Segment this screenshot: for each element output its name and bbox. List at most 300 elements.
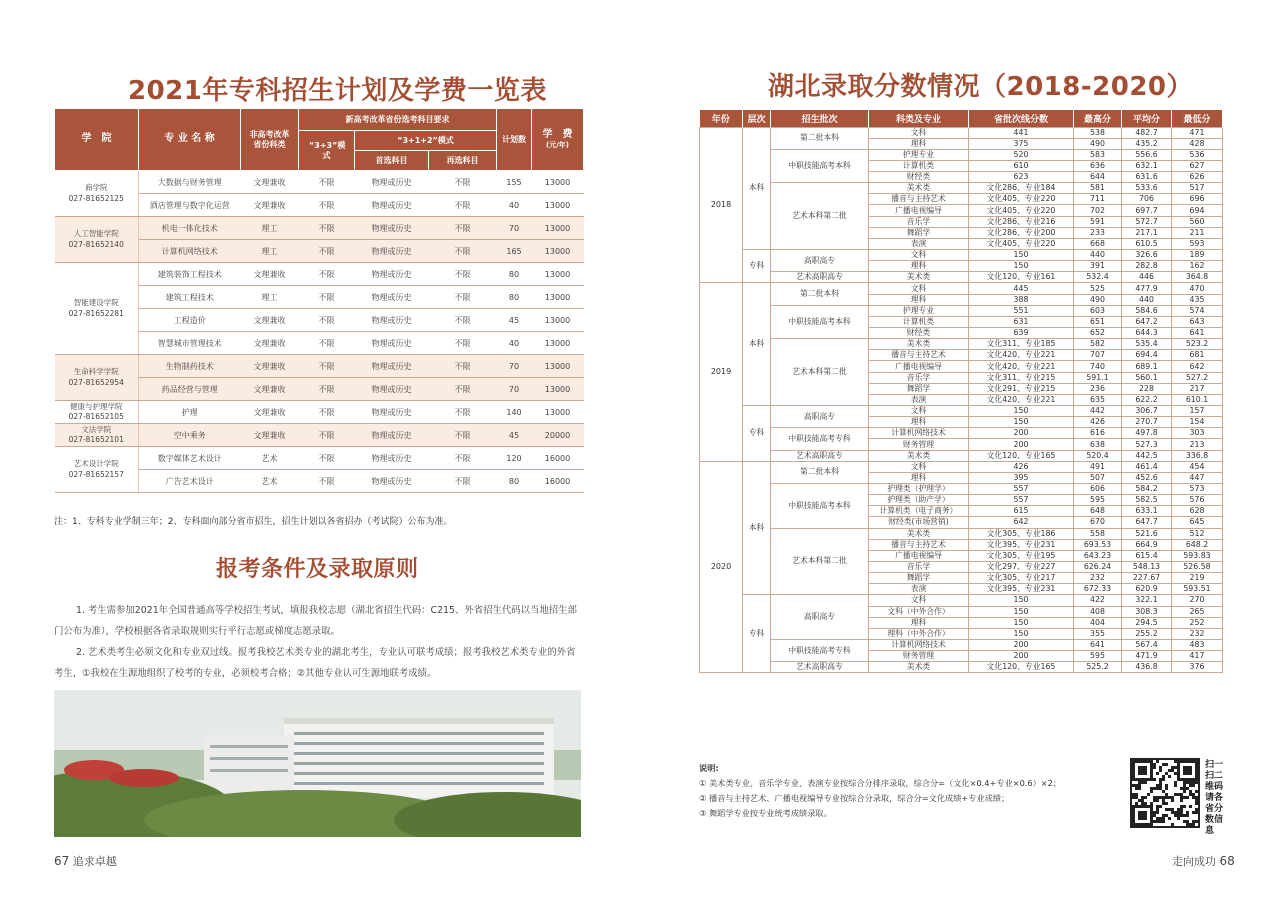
score-cell-major: 护理类（助产学） bbox=[869, 495, 969, 506]
score-cell-max: 672.33 bbox=[1074, 584, 1122, 595]
score-cell-max: 702 bbox=[1074, 205, 1122, 216]
plan-cell: 理工 bbox=[241, 240, 299, 263]
qr-module bbox=[1195, 802, 1198, 805]
header-non-reform: 非高考改革省份科类 bbox=[241, 109, 299, 171]
college-phone: 027-81652157 bbox=[68, 469, 124, 479]
header-college: 学 院 bbox=[55, 109, 139, 171]
plan-cell: 165 bbox=[497, 240, 532, 263]
plan-cell: 不限 bbox=[429, 286, 497, 309]
qr-module bbox=[1189, 805, 1192, 808]
score-cell-avg: 644.3 bbox=[1122, 328, 1172, 339]
header-second-subject: 再选科目 bbox=[429, 151, 497, 171]
score-cell-min: 527.2 bbox=[1172, 372, 1223, 383]
score-cell-min: 593.51 bbox=[1172, 584, 1223, 595]
score-cell-major: 护理类（护理学） bbox=[869, 484, 969, 495]
conditions-text bbox=[54, 600, 584, 684]
score-cell-avg: 610.5 bbox=[1122, 238, 1172, 249]
score-cell-max: 538 bbox=[1074, 127, 1122, 138]
score-cell-level: 本科 bbox=[743, 283, 771, 406]
plan-cell: 不限 bbox=[299, 355, 355, 378]
plan-cell: 理工 bbox=[241, 217, 299, 240]
score-cell-line: 623 bbox=[969, 172, 1074, 183]
score-row bbox=[700, 283, 1223, 294]
score-cell-avg: 270.7 bbox=[1122, 417, 1172, 428]
score-row bbox=[700, 528, 1223, 539]
qr-module bbox=[1165, 787, 1168, 790]
score-cell-major: 理科 bbox=[869, 294, 969, 305]
score-cell-major: 理科 bbox=[869, 261, 969, 272]
score-header-cell: 科类及专业 bbox=[869, 110, 969, 127]
score-cell-line: 文化120、专业165 bbox=[969, 450, 1074, 461]
score-cell-avg: 527.3 bbox=[1122, 439, 1172, 450]
plan-row bbox=[55, 217, 584, 240]
score-cell-avg: 533.6 bbox=[1122, 183, 1172, 194]
score-cell-avg: 556.6 bbox=[1122, 149, 1172, 160]
plan-cell: 80 bbox=[497, 470, 532, 493]
plan-cell: 空中乘务 bbox=[139, 424, 241, 447]
score-cell-line: 426 bbox=[969, 461, 1074, 472]
enrollment-plan-table bbox=[54, 108, 584, 493]
plan-cell: 不限 bbox=[429, 332, 497, 355]
score-cell-min: 642 bbox=[1172, 361, 1223, 372]
score-cell-level: 专科 bbox=[743, 406, 771, 462]
score-cell-line: 200 bbox=[969, 439, 1074, 450]
qr-module bbox=[1177, 817, 1180, 820]
college-cell bbox=[55, 217, 139, 263]
score-cell-line: 文化395、专业231 bbox=[969, 584, 1074, 595]
score-cell-line: 615 bbox=[969, 506, 1074, 517]
score-cell-avg: 584.6 bbox=[1122, 305, 1172, 316]
plan-cell: 物理或历史 bbox=[355, 171, 429, 194]
college-phone: 027-81652140 bbox=[68, 239, 124, 249]
score-cell-max: 595 bbox=[1074, 651, 1122, 662]
qr-module bbox=[1144, 796, 1147, 799]
condition-paragraph: 1. 考生需参加2021年全国普通高等学校招生考试，填报我校志愿（湖北省招生代码：C215、外省招生代码以当地招生部门公布为准），学校根据各省录取规则实行平行志愿或梯度志愿录取。 bbox=[54, 605, 577, 637]
score-cell-major: 计算机类（电子商务） bbox=[869, 506, 969, 517]
qr-module bbox=[1186, 796, 1189, 799]
score-header-row bbox=[700, 110, 1223, 127]
explain-title: 说明: bbox=[699, 763, 719, 773]
score-row bbox=[700, 639, 1223, 650]
score-cell-line: 557 bbox=[969, 495, 1074, 506]
qr-module bbox=[1162, 820, 1165, 823]
score-cell-avg: 535.4 bbox=[1122, 339, 1172, 350]
plan-cell: 不限 bbox=[429, 470, 497, 493]
qr-module bbox=[1153, 766, 1156, 769]
left-folio-text: 追求卓越 bbox=[72, 855, 117, 868]
score-cell-avg: 294.5 bbox=[1122, 617, 1172, 628]
score-cell-min: 696 bbox=[1172, 194, 1223, 205]
score-cell-avg: 227.67 bbox=[1122, 573, 1172, 584]
plan-cell: 文理兼收 bbox=[241, 171, 299, 194]
score-cell-line: 文化405、专业220 bbox=[969, 205, 1074, 216]
plan-cell: 大数据与财务管理 bbox=[139, 171, 241, 194]
score-cell-min: 232 bbox=[1172, 628, 1223, 639]
plan-cell: 13000 bbox=[532, 240, 584, 263]
score-cell-major: 美术类 bbox=[869, 339, 969, 350]
score-cell-max: 636 bbox=[1074, 160, 1122, 171]
score-cell-min: 211 bbox=[1172, 227, 1223, 238]
score-cell-major: 财经类 bbox=[869, 328, 969, 339]
score-cell-batch: 艺术本科第二批 bbox=[771, 183, 869, 250]
conditions-title: 报考条件及录取原则 bbox=[216, 557, 419, 582]
plan-cell: 物理或历史 bbox=[355, 194, 429, 217]
score-cell-major: 表演 bbox=[869, 238, 969, 249]
plan-cell: 物理或历史 bbox=[355, 378, 429, 401]
plan-cell: 文理兼收 bbox=[241, 424, 299, 447]
score-cell-major: 财务管理 bbox=[869, 439, 969, 450]
score-cell-max: 581 bbox=[1074, 183, 1122, 194]
qr-module bbox=[1192, 784, 1195, 787]
score-cell-line: 642 bbox=[969, 517, 1074, 528]
score-cell-line: 551 bbox=[969, 305, 1074, 316]
score-cell-min: 641 bbox=[1172, 328, 1223, 339]
qr-module bbox=[1195, 790, 1198, 793]
score-cell-major: 广播电视编导 bbox=[869, 550, 969, 561]
college-name: 文法学院 bbox=[81, 424, 112, 434]
score-cell-min: 265 bbox=[1172, 606, 1223, 617]
plan-cell: 物理或历史 bbox=[355, 401, 429, 424]
score-cell-batch: 第二批本科 bbox=[771, 283, 869, 305]
qr-module bbox=[1180, 799, 1183, 802]
plan-cell: 45 bbox=[497, 309, 532, 332]
qr-module bbox=[1162, 778, 1165, 781]
plan-cell: 理工 bbox=[241, 286, 299, 309]
score-cell-line: 文化405、专业220 bbox=[969, 194, 1074, 205]
score-cell-line: 文化120、专业165 bbox=[969, 662, 1074, 673]
score-cell-line: 文化420、专业221 bbox=[969, 394, 1074, 405]
score-cell-line: 150 bbox=[969, 250, 1074, 261]
score-cell-line: 610 bbox=[969, 160, 1074, 171]
plan-cell: 物理或历史 bbox=[355, 240, 429, 263]
score-cell-avg: 308.3 bbox=[1122, 606, 1172, 617]
qr-module bbox=[1183, 805, 1186, 808]
score-cell-line: 文化405、专业220 bbox=[969, 238, 1074, 249]
score-row bbox=[700, 272, 1223, 283]
score-cell-line: 200 bbox=[969, 639, 1074, 650]
plan-cell: 物理或历史 bbox=[355, 424, 429, 447]
score-cell-line: 441 bbox=[969, 127, 1074, 138]
plan-cell: 生物制药技术 bbox=[139, 355, 241, 378]
score-cell-min: 573 bbox=[1172, 484, 1223, 495]
score-cell-max: 693.53 bbox=[1074, 539, 1122, 550]
score-cell-line: 150 bbox=[969, 417, 1074, 428]
score-cell-max: 525.2 bbox=[1074, 662, 1122, 673]
plan-cell: 文理兼收 bbox=[241, 332, 299, 355]
score-cell-batch: 中职技能高考专科 bbox=[771, 428, 869, 450]
plan-cell: 不限 bbox=[429, 309, 497, 332]
campus-illustration bbox=[54, 690, 581, 837]
score-cell-avg: 482.7 bbox=[1122, 127, 1172, 138]
plan-table-body bbox=[55, 171, 584, 493]
score-cell-year: 2020 bbox=[700, 461, 743, 673]
score-cell-min: 189 bbox=[1172, 250, 1223, 261]
score-cell-line: 文化305、专业186 bbox=[969, 528, 1074, 539]
score-cell-min: 157 bbox=[1172, 406, 1223, 417]
score-cell-avg: 306.7 bbox=[1122, 406, 1172, 417]
header-mode33: “3+3”模式 bbox=[299, 131, 355, 171]
score-row bbox=[700, 461, 1223, 472]
plan-cell: 不限 bbox=[429, 217, 497, 240]
qr-module bbox=[1195, 811, 1198, 814]
score-cell-min: 217 bbox=[1172, 383, 1223, 394]
plan-note: 注：1、专科专业学制三年；2、专科面向部分省市招生，招生计划以各省招办（考试院）公布为准。 bbox=[54, 517, 453, 527]
plan-cell: 不限 bbox=[299, 309, 355, 332]
score-cell-line: 文化420、专业221 bbox=[969, 361, 1074, 372]
score-cell-min: 483 bbox=[1172, 639, 1223, 650]
plan-cell: 13000 bbox=[532, 401, 584, 424]
score-cell-avg: 689.1 bbox=[1122, 361, 1172, 372]
plan-cell: 不限 bbox=[299, 378, 355, 401]
qr-module bbox=[1183, 790, 1186, 793]
score-cell-major: 财务管理 bbox=[869, 651, 969, 662]
score-cell-level: 专科 bbox=[743, 595, 771, 673]
score-cell-min: 628 bbox=[1172, 506, 1223, 517]
plan-cell: 不限 bbox=[429, 355, 497, 378]
score-cell-avg: 620.9 bbox=[1122, 584, 1172, 595]
qr-module bbox=[1156, 811, 1159, 814]
college-cell bbox=[55, 171, 139, 217]
score-cell-max: 670 bbox=[1074, 517, 1122, 528]
score-cell-min: 364.8 bbox=[1172, 272, 1223, 283]
score-cell-avg: 436.8 bbox=[1122, 662, 1172, 673]
qr-module bbox=[1189, 772, 1192, 775]
plan-cell: 70 bbox=[497, 217, 532, 240]
score-cell-max: 525 bbox=[1074, 283, 1122, 294]
plan-cell: 140 bbox=[497, 401, 532, 424]
score-cell-min: 526.58 bbox=[1172, 561, 1223, 572]
plan-cell: 40 bbox=[497, 194, 532, 217]
score-cell-avg: 567.4 bbox=[1122, 639, 1172, 650]
right-folio-text: 走向成功 bbox=[1172, 855, 1216, 868]
score-cell-line: 557 bbox=[969, 484, 1074, 495]
score-cell-max: 391 bbox=[1074, 261, 1122, 272]
score-cell-batch: 艺术高职高专 bbox=[771, 450, 869, 461]
score-header-cell: 最低分 bbox=[1172, 110, 1223, 127]
plan-cell: 工程造价 bbox=[139, 309, 241, 332]
score-header-cell: 层次 bbox=[743, 110, 771, 127]
condition-paragraph: 2. 艺术类考生必须文化和专业双过线。报考我校艺术类专业的湖北考生，专业认可联考成绩；报考我校艺术类专业的外省考生，①我校在生源地组织了校考的专业，必须校考合格；②其他专业认可生源地联考成绩。 bbox=[54, 647, 576, 679]
plan-cell: 13000 bbox=[532, 171, 584, 194]
qr-module bbox=[1174, 784, 1177, 787]
score-cell-max: 440 bbox=[1074, 250, 1122, 261]
score-cell-max: 426 bbox=[1074, 417, 1122, 428]
left-folio bbox=[54, 853, 117, 869]
score-cell-min: 270 bbox=[1172, 595, 1223, 606]
score-cell-avg: 497.8 bbox=[1122, 428, 1172, 439]
score-cell-major: 计算机类 bbox=[869, 316, 969, 327]
score-cell-line: 文化420、专业221 bbox=[969, 350, 1074, 361]
score-cell-max: 591.1 bbox=[1074, 372, 1122, 383]
score-cell-avg: 521.6 bbox=[1122, 528, 1172, 539]
score-cell-batch: 第二批本科 bbox=[771, 127, 869, 149]
score-header-cell: 省批次线分数 bbox=[969, 110, 1074, 127]
qr-module bbox=[1147, 793, 1150, 796]
tuition-label: 学 费 bbox=[542, 128, 573, 140]
score-row bbox=[700, 406, 1223, 417]
score-cell-line: 200 bbox=[969, 428, 1074, 439]
score-row bbox=[700, 250, 1223, 261]
header-mode312: “3+1+2”模式 bbox=[355, 131, 497, 151]
plan-cell: 计算机网络技术 bbox=[139, 240, 241, 263]
score-row bbox=[700, 428, 1223, 439]
plan-cell: 物理或历史 bbox=[355, 217, 429, 240]
score-cell-line: 文化305、专业217 bbox=[969, 573, 1074, 584]
score-cell-major: 舞蹈学 bbox=[869, 227, 969, 238]
score-cell-year: 2019 bbox=[700, 283, 743, 461]
score-cell-avg: 435.2 bbox=[1122, 138, 1172, 149]
college-name: 生命科学学院 bbox=[73, 367, 119, 377]
score-cell-min: 435 bbox=[1172, 294, 1223, 305]
score-cell-min: 252 bbox=[1172, 617, 1223, 628]
score-cell-major: 播音与主持艺术 bbox=[869, 350, 969, 361]
score-cell-min: 523.2 bbox=[1172, 339, 1223, 350]
score-cell-major: 音乐学 bbox=[869, 372, 969, 383]
score-cell-min: 447 bbox=[1172, 472, 1223, 483]
score-row bbox=[700, 183, 1223, 194]
plan-cell: 70 bbox=[497, 355, 532, 378]
qr-module bbox=[1144, 772, 1147, 775]
score-cell-avg: 694.4 bbox=[1122, 350, 1172, 361]
score-cell-batch: 艺术高职高专 bbox=[771, 272, 869, 283]
score-cell-major: 美术类 bbox=[869, 272, 969, 283]
qr-module bbox=[1171, 823, 1174, 826]
score-cell-min: 219 bbox=[1172, 573, 1223, 584]
score-cell-max: 616 bbox=[1074, 428, 1122, 439]
score-cell-avg: 697.7 bbox=[1122, 205, 1172, 216]
qr-module bbox=[1159, 769, 1162, 772]
score-cell-major: 广播电视编导 bbox=[869, 205, 969, 216]
plan-cell: 不限 bbox=[299, 171, 355, 194]
plan-row bbox=[55, 355, 584, 378]
score-cell-min: 336.8 bbox=[1172, 450, 1223, 461]
plan-cell: 护理 bbox=[139, 401, 241, 424]
plan-cell: 20000 bbox=[532, 424, 584, 447]
score-row bbox=[700, 450, 1223, 461]
score-cell-max: 442 bbox=[1074, 406, 1122, 417]
plan-cell: 物理或历史 bbox=[355, 447, 429, 470]
right-page bbox=[640, 0, 1280, 905]
score-cell-avg: 442.5 bbox=[1122, 450, 1172, 461]
score-cell-batch: 艺术本科第二批 bbox=[771, 528, 869, 595]
plan-cell: 艺术 bbox=[241, 447, 299, 470]
score-cell-line: 150 bbox=[969, 628, 1074, 639]
plan-cell: 数字媒体艺术设计 bbox=[139, 447, 241, 470]
qr-module bbox=[1168, 817, 1171, 820]
plan-cell: 13000 bbox=[532, 332, 584, 355]
qr-module bbox=[1156, 799, 1159, 802]
score-cell-line: 520 bbox=[969, 149, 1074, 160]
score-cell-line: 文化286、专业200 bbox=[969, 227, 1074, 238]
score-cell-max: 591 bbox=[1074, 216, 1122, 227]
plan-row bbox=[55, 171, 584, 194]
college-name: 健康与护理学院 bbox=[70, 401, 123, 411]
score-cell-max: 651 bbox=[1074, 316, 1122, 327]
college-name: 商学院 bbox=[85, 183, 108, 193]
college-phone: 027-81652101 bbox=[68, 435, 124, 444]
plan-cell: 酒店管理与数字化运营 bbox=[139, 194, 241, 217]
score-row bbox=[700, 149, 1223, 160]
qr-code[interactable] bbox=[1130, 758, 1200, 828]
college-cell bbox=[55, 263, 139, 355]
plan-cell: 13000 bbox=[532, 355, 584, 378]
score-cell-max: 408 bbox=[1074, 606, 1122, 617]
plan-cell: 不限 bbox=[429, 378, 497, 401]
plan-cell: 不限 bbox=[299, 447, 355, 470]
score-cell-line: 639 bbox=[969, 328, 1074, 339]
score-cell-line: 文化311、专业185 bbox=[969, 339, 1074, 350]
score-cell-avg: 446 bbox=[1122, 272, 1172, 283]
score-cell-min: 471 bbox=[1172, 127, 1223, 138]
score-cell-avg: 584.2 bbox=[1122, 484, 1172, 495]
score-cell-level: 专科 bbox=[743, 250, 771, 283]
score-cell-line: 文化395、专业231 bbox=[969, 539, 1074, 550]
score-cell-major: 理科 bbox=[869, 138, 969, 149]
score-cell-max: 635 bbox=[1074, 394, 1122, 405]
score-cell-major: 财经类(市场营销) bbox=[869, 517, 969, 528]
score-cell-major: 表演 bbox=[869, 394, 969, 405]
score-row bbox=[700, 127, 1223, 138]
score-cell-min: 560 bbox=[1172, 216, 1223, 227]
admission-score-table bbox=[699, 110, 1223, 673]
plan-cell: 不限 bbox=[429, 424, 497, 447]
score-cell-min: 648.2 bbox=[1172, 539, 1223, 550]
score-cell-max: 404 bbox=[1074, 617, 1122, 628]
score-cell-major: 计算机类 bbox=[869, 160, 969, 171]
plan-cell: 药品经营与管理 bbox=[139, 378, 241, 401]
plan-cell: 建筑装饰工程技术 bbox=[139, 263, 241, 286]
plan-row bbox=[55, 447, 584, 470]
score-cell-max: 668 bbox=[1074, 238, 1122, 249]
score-cell-max: 507 bbox=[1074, 472, 1122, 483]
score-cell-avg: 217.1 bbox=[1122, 227, 1172, 238]
plan-cell: 艺术 bbox=[241, 470, 299, 493]
score-cell-max: 422 bbox=[1074, 595, 1122, 606]
score-cell-line: 388 bbox=[969, 294, 1074, 305]
score-cell-avg: 548.13 bbox=[1122, 561, 1172, 572]
score-cell-max: 558 bbox=[1074, 528, 1122, 539]
left-page-number: 67 bbox=[54, 854, 70, 868]
plan-cell: 物理或历史 bbox=[355, 263, 429, 286]
plan-cell: 不限 bbox=[299, 286, 355, 309]
header-reform-group: 新高考改革省份选考科目要求 bbox=[299, 109, 497, 131]
score-cell-min: 154 bbox=[1172, 417, 1223, 428]
plan-cell: 80 bbox=[497, 263, 532, 286]
score-cell-level: 本科 bbox=[743, 127, 771, 250]
score-cell-major: 表演 bbox=[869, 584, 969, 595]
score-cell-max: 490 bbox=[1074, 294, 1122, 305]
qr-module bbox=[1195, 820, 1198, 823]
score-cell-major: 文科 bbox=[869, 461, 969, 472]
qr-module bbox=[1153, 778, 1156, 781]
plan-cell: 建筑工程技术 bbox=[139, 286, 241, 309]
score-cell-avg: 706 bbox=[1122, 194, 1172, 205]
score-cell-major: 广播电视编导 bbox=[869, 361, 969, 372]
score-cell-max: 641 bbox=[1074, 639, 1122, 650]
score-cell-major: 文科 bbox=[869, 250, 969, 261]
score-cell-avg: 631.6 bbox=[1122, 172, 1172, 183]
score-cell-batch: 高职高专 bbox=[771, 406, 869, 428]
score-cell-min: 694 bbox=[1172, 205, 1223, 216]
score-cell-min: 536 bbox=[1172, 149, 1223, 160]
score-row bbox=[700, 339, 1223, 350]
plan-cell: 物理或历史 bbox=[355, 286, 429, 309]
score-cell-major: 计算机网络技术 bbox=[869, 428, 969, 439]
score-cell-min: 213 bbox=[1172, 439, 1223, 450]
score-cell-max: 233 bbox=[1074, 227, 1122, 238]
score-cell-major: 财经类 bbox=[869, 172, 969, 183]
score-cell-batch: 中职技能高考本科 bbox=[771, 305, 869, 338]
